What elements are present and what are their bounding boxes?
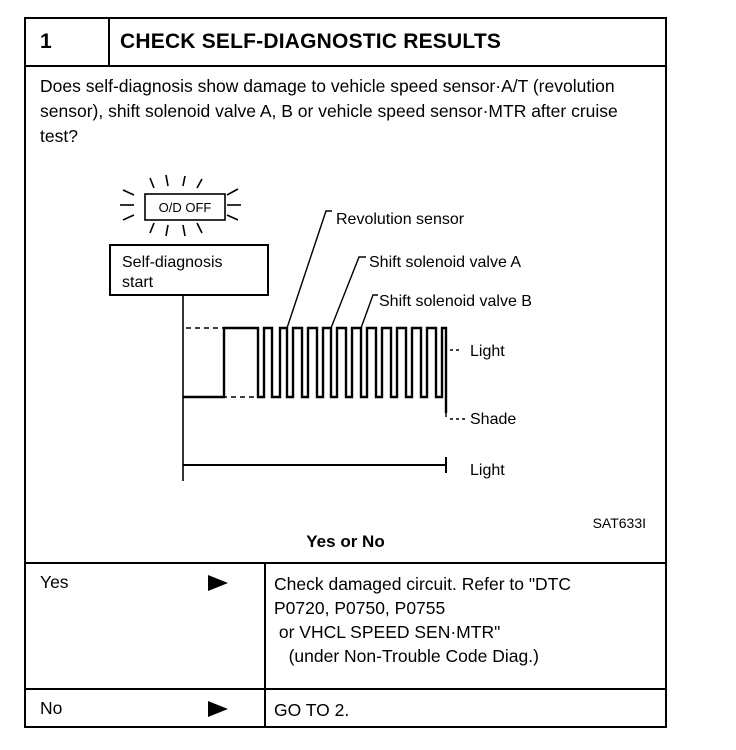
level-label-light-1: Light — [470, 343, 505, 360]
level-label-light-2: Light — [470, 462, 505, 479]
answer-label-no: No — [40, 698, 63, 718]
answer-row-yes — [26, 562, 665, 690]
self-diagnosis-timing-figure — [26, 159, 665, 529]
self-diagnosis-start-label-line1: Self-diagnosis — [122, 254, 223, 271]
action-line: Check damaged circuit. Refer to "DTC — [274, 574, 572, 594]
step-header — [26, 19, 665, 67]
figure-code: SAT633I — [592, 515, 646, 529]
action-line: (under Non-Trouble Code Diag.) — [274, 646, 539, 666]
callout-revolution-sensor: Revolution sensor — [336, 211, 465, 228]
yes-or-no-prompt: Yes or No — [306, 532, 385, 551]
row-divider — [264, 690, 266, 728]
pulse-waveform — [183, 328, 446, 413]
self-diagnosis-start-label-line2: start — [122, 274, 154, 291]
arrow-right-icon — [208, 701, 228, 717]
step-title: CHECK SELF-DIAGNOSTIC RESULTS — [120, 30, 502, 53]
callout-shift-solenoid-a: Shift solenoid valve A — [369, 254, 522, 271]
action-line: or VHCL SPEED SEN·MTR" — [274, 622, 501, 642]
arrow-right-icon — [208, 575, 228, 591]
shift-solenoid-a-leader — [331, 257, 366, 328]
row-divider — [264, 564, 266, 690]
answer-label-yes: Yes — [40, 572, 69, 592]
callout-shift-solenoid-b: Shift solenoid valve B — [379, 293, 532, 310]
answer-row-no — [26, 688, 665, 728]
action-line: P0720, P0750, P0755 — [274, 598, 446, 618]
od-off-lamp-label: O/D OFF — [158, 200, 212, 215]
level-label-shade: Shade — [470, 411, 517, 428]
shift-solenoid-b-leader — [361, 295, 378, 328]
action-line: GO TO 2. — [274, 700, 350, 720]
answer-action-no — [274, 698, 349, 722]
step-number: 1 — [26, 19, 110, 65]
question-text: Does self-diagnosis show damage to vehicle speed sensor·A/T (revolution sensor), shift solenoid valve A, B or vehicle speed sensor·MTR after cruise test? — [40, 76, 618, 146]
answer-action-yes — [274, 572, 571, 668]
revolution-sensor-leader — [287, 211, 332, 328]
diagnostic-step-box — [24, 17, 667, 728]
